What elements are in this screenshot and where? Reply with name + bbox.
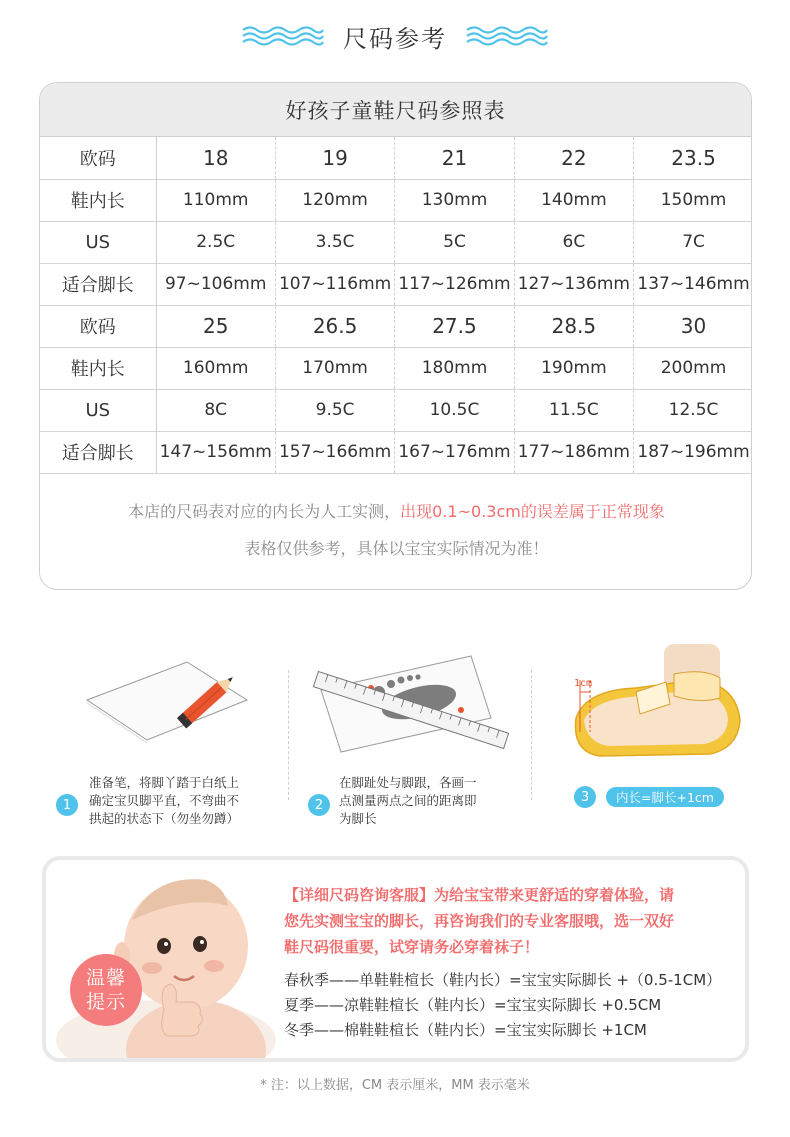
table-row — [40, 137, 752, 179]
step-divider-2 — [531, 670, 532, 800]
row-label: 欧码 — [40, 305, 156, 347]
table-row — [40, 347, 752, 389]
step-1 — [39, 640, 279, 840]
table-cell: 107~116mm — [275, 263, 394, 305]
note-line-1 — [40, 493, 752, 530]
table-cell: 160mm — [156, 347, 275, 389]
table-cell: 28.5 — [514, 305, 633, 347]
size-chart-note — [40, 493, 752, 567]
row-label: US — [40, 389, 156, 431]
table-cell: 150mm — [634, 179, 752, 221]
wave-decoration-right-icon — [465, 24, 549, 48]
table-cell: 23.5 — [634, 137, 752, 179]
tip-highlight-line-1: 【详细尺码咨询客服】为给宝宝带来更舒适的穿着体验，请 — [284, 886, 675, 904]
tip-badge-line-2: 提示 — [85, 991, 126, 1013]
table-row — [40, 389, 752, 431]
table-cell: 30 — [634, 305, 752, 347]
table-cell: 140mm — [514, 179, 633, 221]
table-cell: 18 — [156, 137, 275, 179]
table-row — [40, 263, 752, 305]
table-cell: 167~176mm — [395, 431, 514, 473]
step-1-line-3: 拱起的状态下（勿坐勿蹲） — [89, 811, 240, 826]
table-cell: 6C — [514, 221, 633, 263]
table-cell: 26.5 — [275, 305, 394, 347]
table-cell: 187~196mm — [634, 431, 752, 473]
note-highlight-text: 出现0.1~0.3cm的误差属于正常现象 — [400, 502, 665, 521]
foot-ruler-illustration-icon — [301, 640, 521, 770]
section-header — [0, 14, 790, 58]
table-cell: 110mm — [156, 179, 275, 221]
row-label: 鞋内长 — [40, 179, 156, 221]
footnote: * 注：以上数据，CM 表示厘米，MM 表示毫米 — [260, 1078, 530, 1093]
table-cell: 147~156mm — [156, 431, 275, 473]
table-cell: 10.5C — [395, 389, 514, 431]
table-row — [40, 179, 752, 221]
table-cell: 127~136mm — [514, 263, 633, 305]
tip-highlight-line-2: 您先实测宝宝的脚长，再咨询我们的专业客服哦，选一双好 — [284, 912, 675, 930]
note-normal-text: 本店的尺码表对应的内长为人工实测， — [128, 502, 401, 521]
step-2-line-2: 点测量两点之间的距离即 — [339, 793, 477, 808]
size-chart-card — [39, 82, 752, 590]
table-cell: 7C — [634, 221, 752, 263]
table-cell: 170mm — [275, 347, 394, 389]
rule-winter: 冬季——棉鞋鞋楦长（鞋内长）=宝宝实际脚长 +1CM — [284, 1021, 647, 1039]
table-row — [40, 431, 752, 473]
step-2-number-badge: 2 — [308, 794, 330, 816]
table-cell: 27.5 — [395, 305, 514, 347]
table-cell: 8C — [156, 389, 275, 431]
page-title: 尺码参考 — [343, 24, 447, 53]
table-cell: 11.5C — [514, 389, 633, 431]
step-2-line-1: 在脚趾处与脚跟，各画一 — [339, 775, 477, 790]
tips-card — [42, 856, 749, 1062]
tip-highlight-text — [284, 882, 734, 960]
step-divider-1 — [288, 670, 289, 800]
rule-summer: 夏季——凉鞋鞋楦长（鞋内长）=宝宝实际脚长 +0.5CM — [284, 996, 662, 1014]
row-label: 适合脚长 — [40, 263, 156, 305]
foot-in-shoe-illustration-icon — [544, 640, 752, 770]
table-cell: 137~146mm — [634, 263, 752, 305]
table-cell: 9.5C — [275, 389, 394, 431]
rule-spring-autumn: 春秋季——单鞋鞋楦长（鞋内长）=宝宝实际脚长 +（0.5-1CM） — [284, 971, 722, 989]
step-3-formula-pill: 内长=脚长+1cm — [606, 787, 724, 807]
table-cell: 3.5C — [275, 221, 394, 263]
step-2-description — [339, 774, 477, 828]
size-chart-title: 好孩子童鞋尺码参照表 — [40, 83, 751, 137]
table-row — [40, 305, 752, 347]
table-cell: 157~166mm — [275, 431, 394, 473]
table-cell: 19 — [275, 137, 394, 179]
step-1-line-2: 确定宝贝脚平直，不弯曲不 — [89, 793, 240, 808]
step-1-description — [89, 774, 239, 828]
table-cell: 120mm — [275, 179, 394, 221]
step-1-number-badge: 1 — [56, 794, 78, 816]
table-cell: 177~186mm — [514, 431, 633, 473]
baby-thumbs-up-illustration-icon — [46, 860, 286, 1060]
table-cell: 25 — [156, 305, 275, 347]
size-table — [40, 137, 752, 474]
step-2 — [301, 640, 521, 840]
note-line-2: 表格仅供参考，具体以宝宝实际情况为准！ — [244, 539, 549, 558]
table-cell: 200mm — [634, 347, 752, 389]
table-cell: 97~106mm — [156, 263, 275, 305]
table-cell: 190mm — [514, 347, 633, 389]
table-cell: 117~126mm — [395, 263, 514, 305]
paper-pencil-illustration-icon — [39, 640, 279, 770]
wave-decoration-left-icon — [241, 24, 325, 48]
table-cell: 130mm — [395, 179, 514, 221]
tip-highlight-line-3: 鞋尺码很重要，试穿请务必穿着袜子！ — [284, 938, 540, 956]
step-2-line-3: 为脚长 — [339, 811, 377, 826]
table-row — [40, 221, 752, 263]
step-1-line-1: 准备笔，将脚丫踏于白纸上 — [89, 775, 240, 790]
step-3-number-badge: 3 — [574, 786, 596, 808]
season-rules — [284, 968, 734, 1043]
step-3 — [544, 640, 752, 840]
row-label: 适合脚长 — [40, 431, 156, 473]
table-cell: 22 — [514, 137, 633, 179]
table-cell: 180mm — [395, 347, 514, 389]
row-label: US — [40, 221, 156, 263]
table-cell: 21 — [395, 137, 514, 179]
row-label: 鞋内长 — [40, 347, 156, 389]
table-cell: 12.5C — [634, 389, 752, 431]
row-label: 欧码 — [40, 137, 156, 179]
measure-steps — [39, 640, 752, 840]
ruler-1cm-label: 1cm — [574, 678, 593, 689]
tip-badge — [70, 954, 142, 1026]
table-cell: 5C — [395, 221, 514, 263]
tip-badge-line-1: 温馨 — [85, 967, 126, 989]
table-cell: 2.5C — [156, 221, 275, 263]
